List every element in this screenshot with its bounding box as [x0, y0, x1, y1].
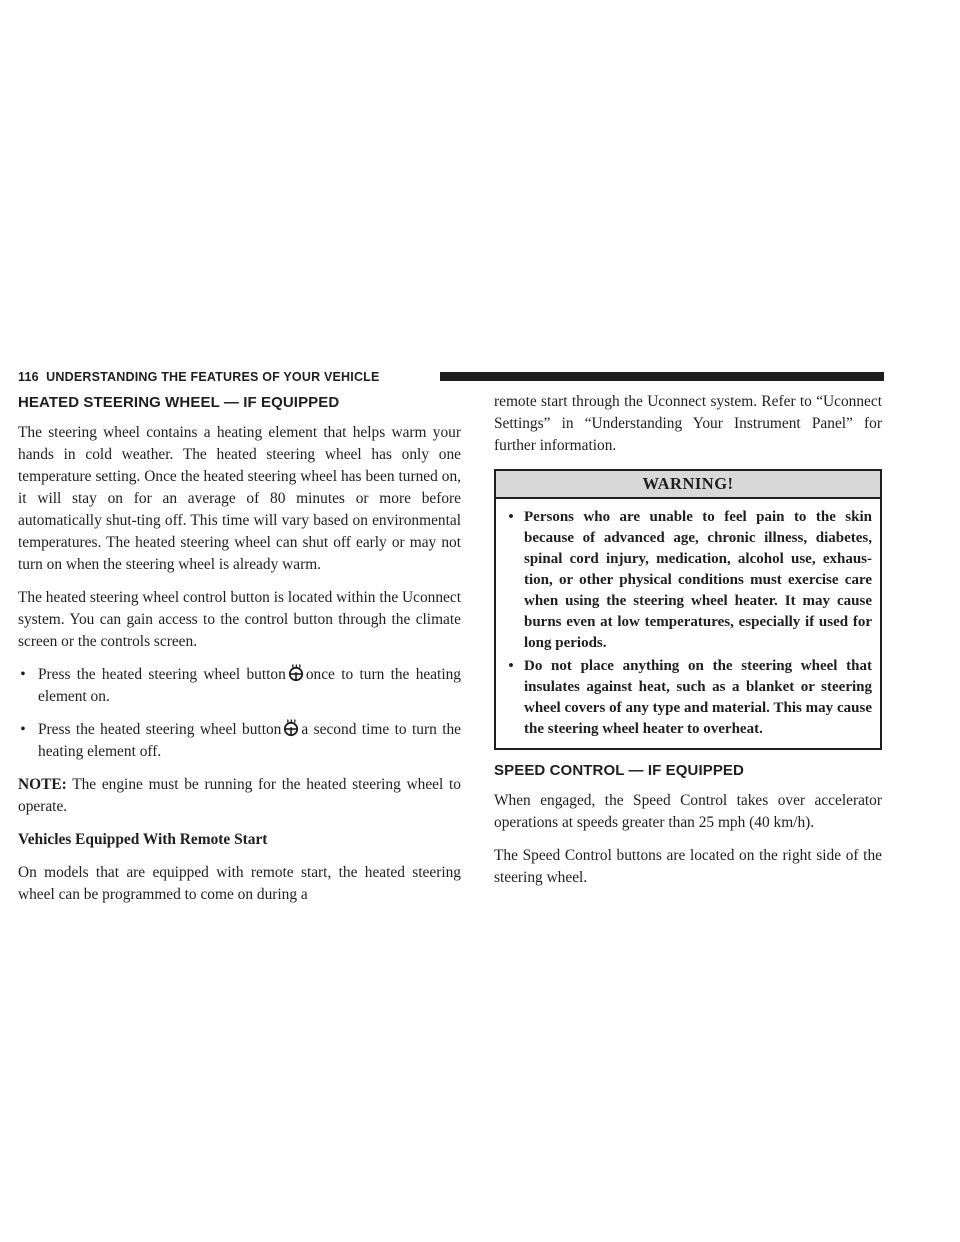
warning-item — [506, 656, 872, 740]
remote-start-paragraph: On models that are equipped with remote start, the heated steering wheel can be programmed to come on during a — [18, 864, 461, 903]
bullet-turn-off-post: a second time to turn the heating element off. — [38, 721, 462, 760]
bullet-turn-on-post: once to turn the heating element on. — [38, 666, 461, 705]
speed-control-paragraph: When engaged, the Speed Control takes over accelerator operations at speeds greater than 25 mph (40 km/h). — [494, 792, 882, 831]
bullet-turn-off — [18, 719, 461, 763]
speed-control-buttons-paragraph: The Speed Control buttons are located on the right side of the steering wheel. — [494, 847, 882, 886]
note-text: The engine must be running for the heated steering wheel to operate. — [18, 776, 461, 815]
intro-paragraph: The steering wheel contains a heating element that helps warm your hands in cold weather. The heated steering wheel has only one temperature setting. Once the heated steering wheel has been turned on, it will stay on for an average of 80 minutes or more before automatically shut-ting off. This time will vary based on environmental temperatures. The heated steering wheel can shut off early or may not turn on when the steering wheel is already warm. — [18, 424, 461, 573]
heated-steering-wheel-icon — [281, 719, 301, 737]
bullet-turn-on — [18, 664, 461, 708]
bullet-turn-off-pre: Press the heated steering wheel button — [38, 721, 282, 738]
note-label: NOTE: — [18, 776, 67, 793]
page-header — [18, 370, 884, 384]
heated-steering-wheel-icon — [286, 664, 306, 682]
warning-title: WARNING! — [496, 471, 880, 499]
left-column — [18, 390, 461, 917]
heated-steering-wheel-heading: HEATED STEERING WHEEL — IF EQUIPPED — [18, 394, 340, 411]
warning-item-text: Persons who are unable to feel pain to the skin because of advanced age, chronic illness, diabetes, spinal cord injury, medication, alcohol use, exhaus-tion, or other physical conditions must exercise care when using the steering wheel heater. It may cause burns even at low temperatures, especially if used for long periods. — [524, 509, 872, 651]
bullet-dot: • — [20, 721, 26, 738]
warning-item-text: Do not place anything on the steering wheel that insulates against heat, such as a blanket or steering wheel covers of any type and material. This may cause the steering wheel heater to overheat. — [524, 658, 872, 737]
remote-start-continued: remote start through the Uconnect system. Refer to “Uconnect Settings” in “Understanding Your Instrument Panel” for further information. — [494, 393, 882, 454]
remote-start-subheading: Vehicles Equipped With Remote Start — [18, 831, 268, 848]
page-number: 116 — [18, 370, 39, 384]
page-header-text — [18, 370, 380, 384]
control-button-paragraph: The heated steering wheel control button is located within the Uconnect system. You can gain access to the control button through the climate screen or the controls screen. — [18, 589, 461, 650]
bullet-dot: • — [508, 658, 514, 674]
section-title: UNDERSTANDING THE FEATURES OF YOUR VEHICLE — [46, 370, 380, 384]
speed-control-heading: SPEED CONTROL — IF EQUIPPED — [494, 762, 744, 779]
right-column — [494, 391, 882, 900]
bullet-dot: • — [508, 509, 514, 525]
warning-item — [506, 507, 872, 654]
bullet-dot: • — [20, 666, 26, 683]
warning-body — [496, 499, 880, 748]
header-rule — [440, 372, 884, 381]
bullet-turn-on-pre: Press the heated steering wheel button — [38, 666, 286, 683]
warning-box — [494, 469, 882, 750]
note-paragraph — [18, 774, 461, 818]
